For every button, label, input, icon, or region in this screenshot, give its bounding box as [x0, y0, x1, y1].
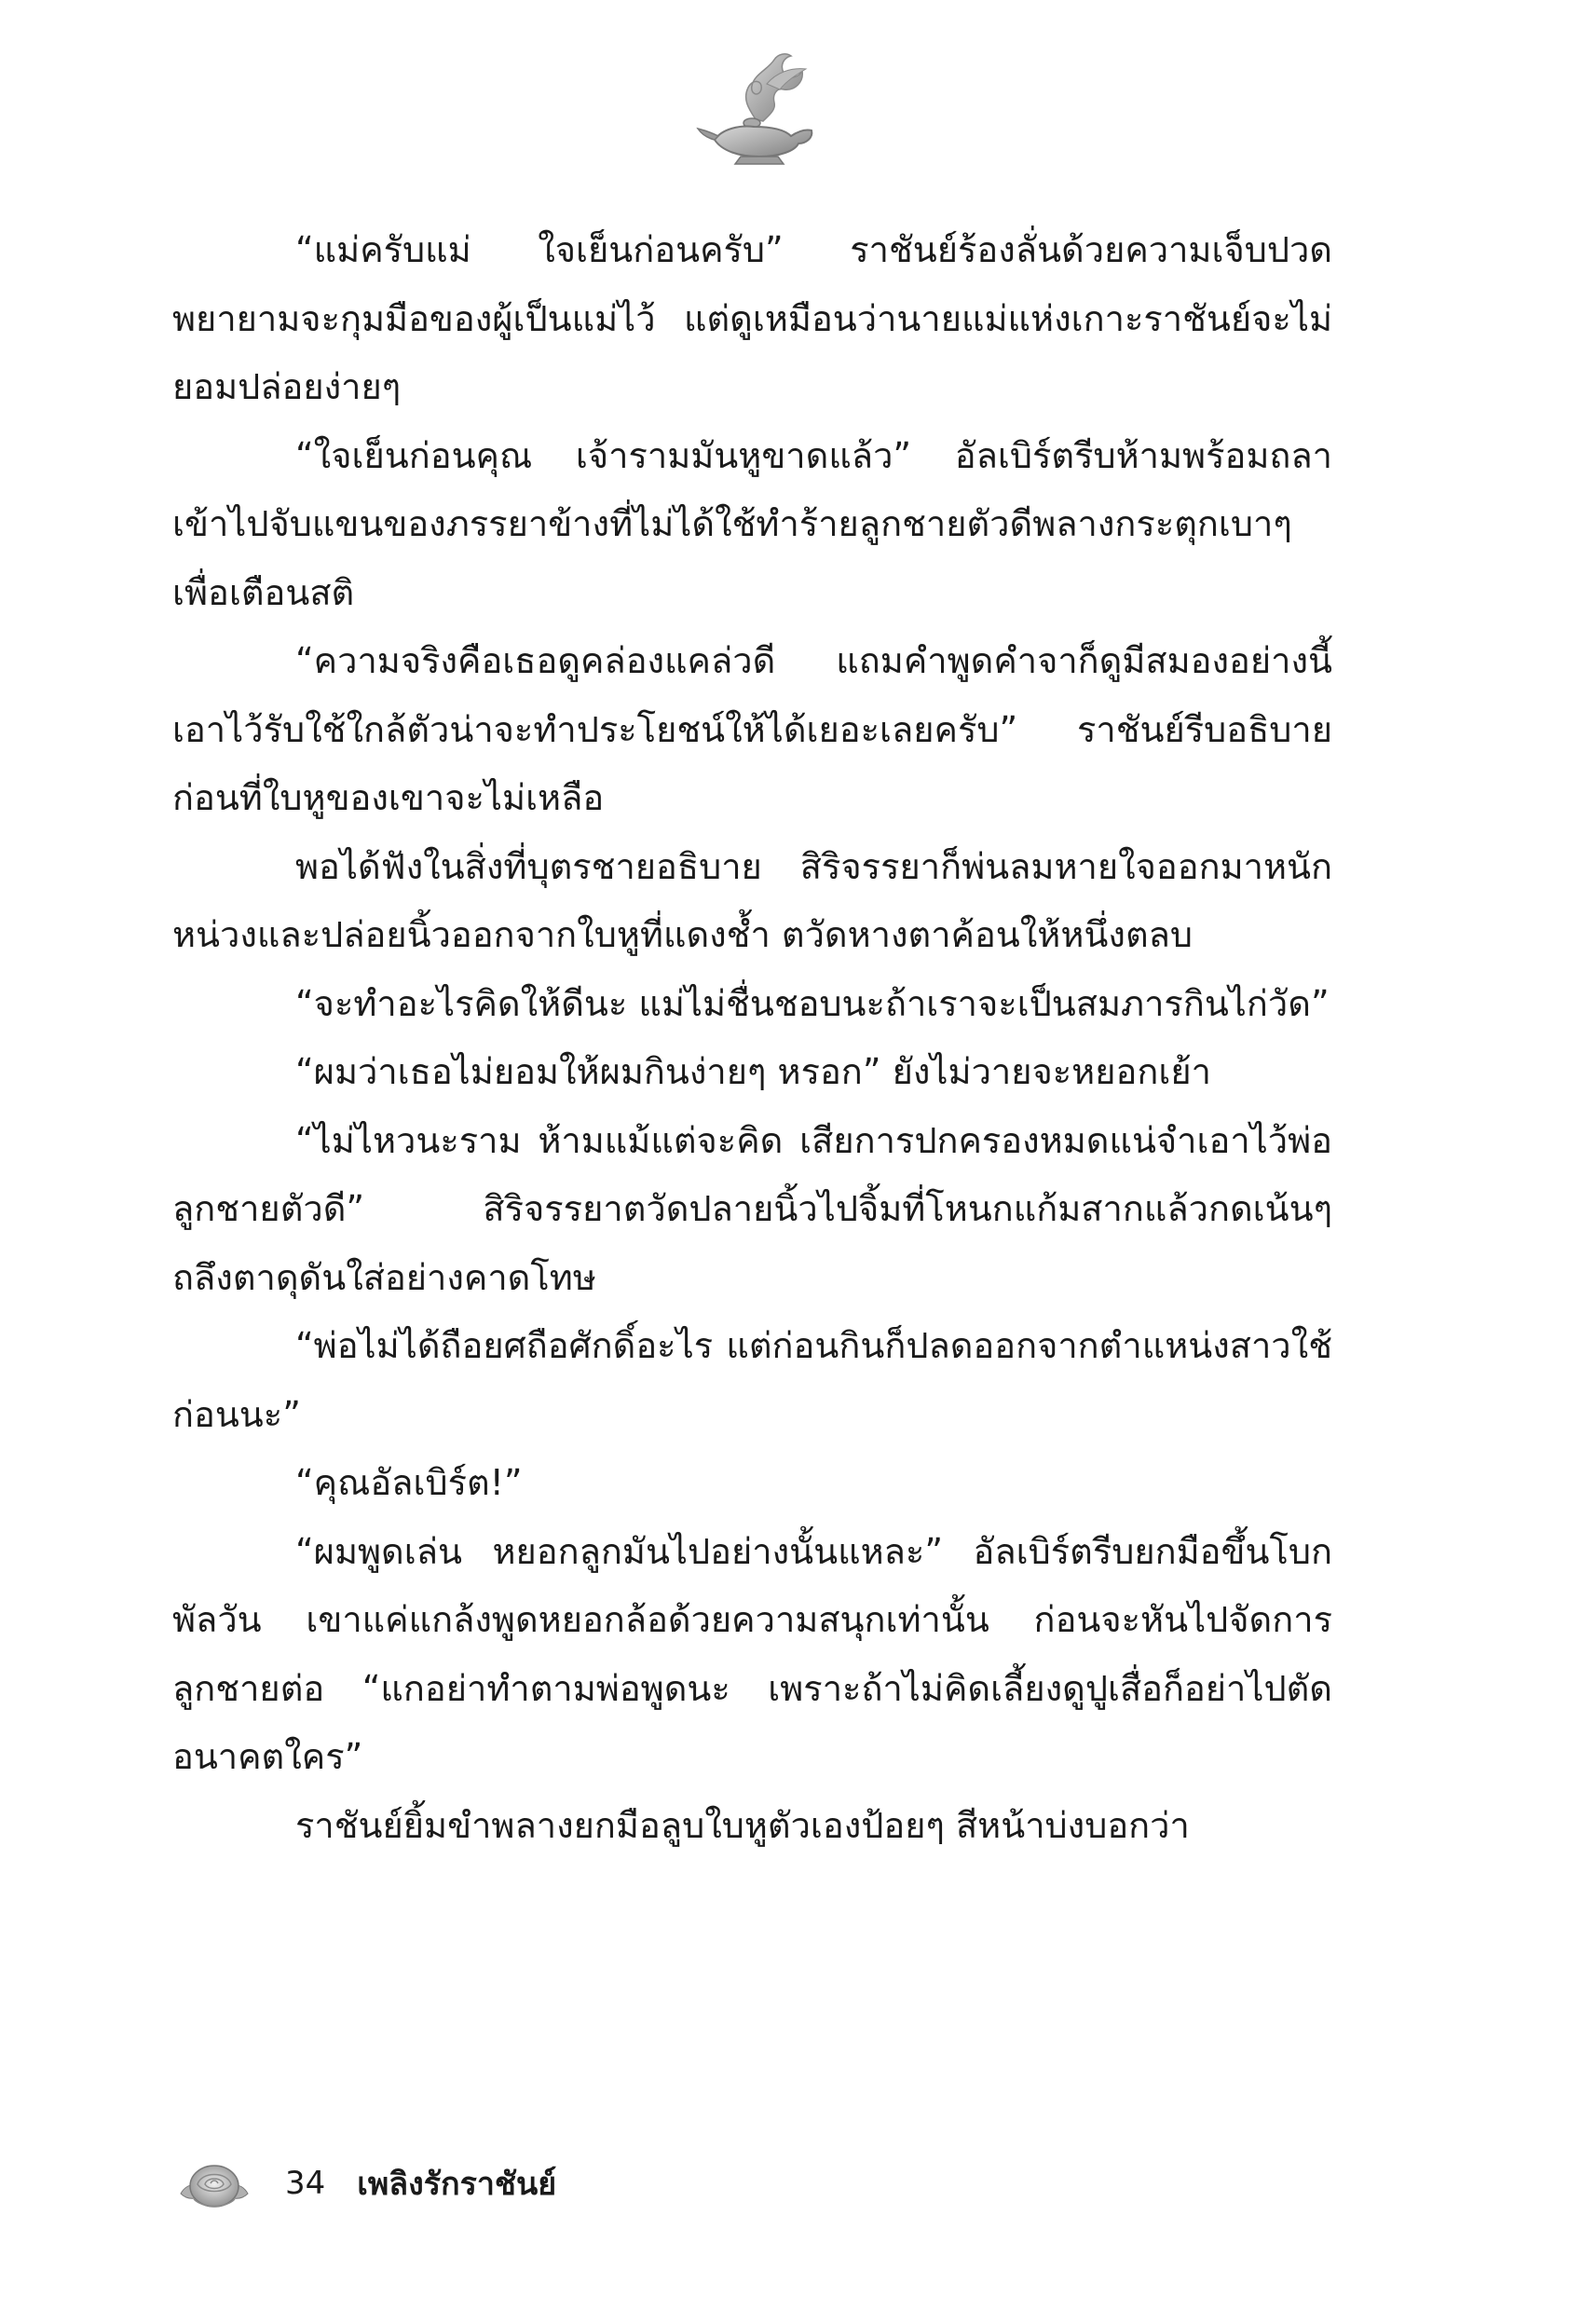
- paragraph: พอได้ฟังในสิ่งที่บุตรชายอธิบาย สิริจรรยาก็พ่นลมหายใจออกมาหนักหน่วงและปล่อยนิ้วออกจากใบหูที่แดงช้ำ ตวัดหางตาค้อนให้หนึ่งตลบ: [172, 845, 1332, 955]
- paragraph: “ใจเย็นก่อนคุณ เจ้ารามมันหูขาดแล้ว” อัลเบิร์ตรีบห้ามพร้อมถลาเข้าไปจับแขนของภรรยาข้างที่ไม่ได้ใช้ทำร้ายลูกชายตัวดีพลางกระตุกเบาๆ เพื่อเตือนสติ: [172, 434, 1332, 613]
- rose-icon: [177, 2153, 252, 2214]
- paragraph: “ผมว่าเธอไม่ยอมให้ผมกินง่ายๆ หรอก” ยังไม่วายจะหยอกเย้า: [295, 1051, 1211, 1092]
- page-footer: [177, 2151, 556, 2216]
- paragraph: “ความจริงคือเธอดูคล่องแคล่วดี แถมคำพูดคำจาก็ดูมีสมองอย่างนี้เอาไว้รับใช้ใกล้ตัวน่าจะทำประโยชน์ให้ได้เยอะเลยครับ” ราชันย์รีบอธิบายก่อนที่ใบหูของเขาจะไม่เหลือ: [172, 640, 1332, 818]
- paragraph: “ไม่ไหวนะราม ห้ามแม้แต่จะคิด เสียการปกครองหมดแน่จำเอาไว้พ่อลูกชายตัวดี” สิริจรรยาตวัดปลายนิ้วไปจิ้มที่โหนกแก้มสากแล้วกดเน้นๆ ถลึงตาดุดันใส่อย่างคาดโทษ: [172, 1119, 1332, 1298]
- page-number: 34: [285, 2165, 326, 2202]
- paragraph: “พ่อไม่ได้ถือยศถือศักดิ์อะไร แต่ก่อนกินก็ปลดออกจากตำแหน่งสาวใช้ก่อนนะ”: [172, 1325, 1332, 1435]
- paragraph: “คุณอัลเบิร์ต!”: [295, 1462, 523, 1503]
- paragraph: ราชันย์ยิ้มขำพลางยกมือลูบใบหูตัวเองป้อยๆ สีหน้าบ่งบอกว่า: [295, 1804, 1190, 1846]
- paragraph: “ผมพูดเล่น หยอกลูกมันไปอย่างนั้นแหละ” อัลเบิร์ตรีบยกมือขึ้นโบกพัลวัน เขาแค่แกล้งพูดหยอกล้อด้วยความสนุกเท่านั้น ก่อนจะหันไปจัดการลูกชายต่อ “แกอย่าทำตามพ่อพูดนะ เพราะถ้าไม่คิดเลี้ยงดูปูเสื่อก็อย่าไปตัดอนาคตใคร”: [172, 1530, 1332, 1777]
- paragraph: “แม่ครับแม่ ใจเย็นก่อนครับ” ราชันย์ร้องลั่นด้วยความเจ็บปวด พยายามจะกุมมือของผู้เป็นแม่ไว้ แต่ดูเหมือนว่านายแม่แห่งเกาะราชันย์จะไม่ยอมปล่อยง่ายๆ: [172, 229, 1332, 407]
- body-text: [172, 216, 1332, 1860]
- genie-lamp-icon: [694, 47, 825, 168]
- book-title: เพลิงรักราชันย์: [357, 2166, 557, 2203]
- paragraph: “จะทำอะไรคิดให้ดีนะ แม่ไม่ชื่นชอบนะถ้าเราจะเป็นสมภารกินไก่วัด”: [295, 982, 1330, 1024]
